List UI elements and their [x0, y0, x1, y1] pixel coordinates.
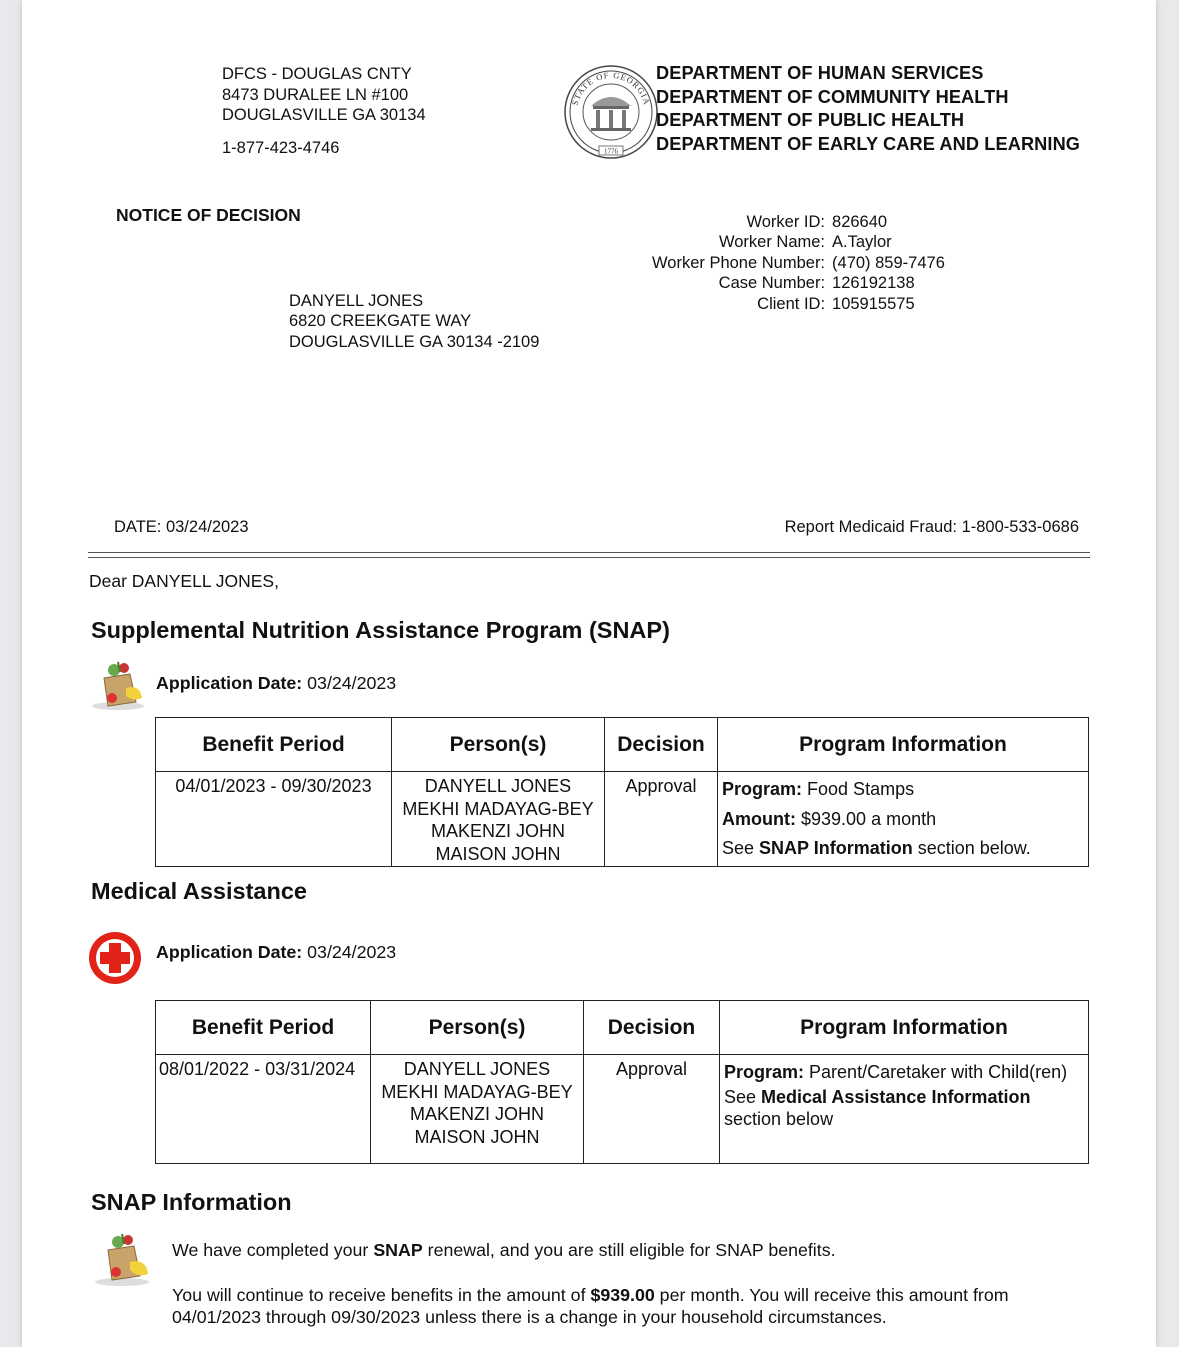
col-program-information: Program Information [720, 1001, 1089, 1055]
medical-cross-icon [88, 931, 142, 985]
department-public-health: DEPARTMENT OF PUBLIC HEALTH [656, 110, 965, 130]
agency-address-line2: DOUGLASVILLE GA 30134 [222, 106, 426, 124]
recipient-address-line2: DOUGLASVILLE GA 30134 -2109 [289, 332, 540, 351]
col-program-information: Program Information [718, 718, 1089, 772]
text-span: renewal, and you are still eligible for SNAP benefits. [422, 1240, 836, 1260]
medical-decision-table [155, 1000, 1089, 1164]
snap-heading: Supplemental Nutrition Assistance Program (SNAP) [91, 617, 670, 643]
departments-block [656, 62, 1080, 156]
see-prefix: See [722, 838, 760, 858]
see-section-line [721, 1086, 1087, 1108]
case-number-label: Case Number: [718, 274, 826, 293]
grocery-bag-icon [92, 1230, 154, 1288]
snap-info-heading: SNAP Information [91, 1189, 292, 1215]
recipient-name: DANYELL JONES [289, 292, 424, 310]
snap-app-date-value: 03/24/2023 [307, 673, 397, 693]
text-span: You will continue to receive benefits in the amount of [172, 1285, 591, 1305]
greeting: Dear DANYELL JONES, [89, 571, 279, 591]
medical-app-date-label: Application Date: [156, 942, 303, 962]
person-name: MAKENZI JOHN [409, 1104, 544, 1124]
medicaid-fraud-line: Report Medicaid Fraud: 1-800-533-0686 [784, 518, 1079, 536]
program-label: Program: [724, 1062, 805, 1082]
snap-amount-bold: $939.00 [590, 1285, 655, 1305]
snap-period-line: 04/01/2023 through 09/30/2023 unless there is a change in your household circumstances. [172, 1307, 887, 1327]
person-name: MAISON JOHN [414, 1126, 540, 1147]
department-community-health: DEPARTMENT OF COMMUNITY HEALTH [656, 86, 1009, 107]
table-header-row [156, 718, 1089, 772]
program-value: Parent/Caretaker with Child(ren) [809, 1062, 1068, 1082]
text-span: per month. You will receive this amount from [654, 1285, 1009, 1305]
worker-phone-label: Worker Phone Number: [652, 253, 826, 272]
table-row [156, 772, 1089, 867]
client-id-label: Client ID: [757, 294, 826, 313]
snap-app-date-label: Application Date: [156, 673, 303, 693]
notice-date: DATE: 03/24/2023 [114, 518, 249, 536]
agency-address-block [222, 64, 426, 158]
medical-application-date [156, 942, 396, 963]
table-header-row [156, 1001, 1089, 1055]
worker-id: 826640 [832, 213, 888, 231]
person-name: DANYELL JONES [403, 1059, 551, 1079]
col-decision: Decision [605, 718, 718, 772]
benefit-period-cell: 04/01/2023 - 09/30/2023 [156, 772, 392, 867]
snap-decision-table [155, 717, 1089, 867]
snap-renewal-paragraph [172, 1239, 836, 1261]
person-name: MEKHI MADAYAG-BEY [381, 1081, 573, 1102]
notice-page [22, 0, 1156, 1347]
notice-title: NOTICE OF DECISION [116, 205, 301, 225]
program-label: Program: [722, 779, 803, 799]
see-section-line [719, 834, 1087, 864]
decision-cell: Approval [584, 1055, 720, 1164]
worker-phone: (470) 859-7476 [832, 253, 945, 272]
worker-name: A.Taylor [832, 233, 892, 252]
worker-info-block [652, 212, 945, 314]
col-persons: Person(s) [392, 718, 605, 772]
program-info-cell [720, 1055, 1089, 1164]
persons-cell [392, 772, 605, 867]
agency-name: DFCS - DOUGLAS CNTY [222, 65, 412, 83]
snap-amount-paragraph [172, 1284, 1009, 1328]
benefit-period-cell: 08/01/2022 - 03/31/2024 [156, 1055, 371, 1164]
person-name: MEKHI MADAYAG-BEY [402, 798, 594, 819]
amount-label: Amount: [722, 808, 796, 829]
program-info-cell [718, 772, 1089, 867]
persons-cell [371, 1055, 584, 1164]
program-value: Food Stamps [807, 779, 915, 799]
client-id: 105915575 [832, 294, 915, 313]
col-benefit-period: Benefit Period [156, 718, 392, 772]
worker-name-label: Worker Name: [718, 233, 826, 252]
georgia-state-seal [563, 64, 659, 160]
col-decision: Decision [584, 1001, 720, 1055]
department-human-services: DEPARTMENT OF HUMAN SERVICES [656, 63, 984, 83]
worker-id-label: Worker ID: [746, 213, 826, 231]
table-row [156, 1055, 1089, 1164]
snap-application-date [156, 673, 396, 694]
agency-address-line1: 8473 DURALEE LN #100 [222, 85, 409, 104]
grocery-bag-icon [90, 658, 148, 712]
amount-line [719, 805, 1087, 835]
see-section-suffix: section below [724, 1109, 834, 1129]
case-number: 126192138 [832, 274, 915, 293]
text-span: We have completed your [172, 1240, 374, 1260]
recipient-address-block [289, 291, 539, 352]
medical-heading: Medical Assistance [91, 878, 307, 904]
see-section-name: Medical Assistance Information [761, 1087, 1031, 1107]
divider [88, 552, 1090, 553]
see-section-name: SNAP Information [759, 838, 913, 858]
person-name: DANYELL JONES [424, 776, 572, 796]
snap-bold: SNAP [373, 1240, 423, 1260]
seal-arc-text: STATE OF GEORGIA [569, 69, 653, 107]
seal-year: 1776 [604, 147, 618, 156]
medical-app-date-value: 03/24/2023 [307, 942, 397, 962]
person-name: MAISON JOHN [435, 843, 561, 864]
agency-phone: 1-877-423-4746 [222, 138, 340, 157]
col-persons: Person(s) [371, 1001, 584, 1055]
see-suffix: section below. [912, 838, 1031, 858]
program-line [719, 775, 1087, 805]
amount-value: $939.00 a month [801, 808, 937, 829]
decision-cell: Approval [605, 772, 718, 867]
col-benefit-period: Benefit Period [156, 1001, 371, 1055]
see-prefix: See [724, 1087, 762, 1107]
person-name: MAKENZI JOHN [430, 821, 565, 841]
program-line [721, 1058, 1087, 1086]
department-early-care: DEPARTMENT OF EARLY CARE AND LEARNING [656, 133, 1081, 154]
recipient-address-line1: 6820 CREEKGATE WAY [289, 312, 472, 331]
divider [88, 557, 1090, 558]
